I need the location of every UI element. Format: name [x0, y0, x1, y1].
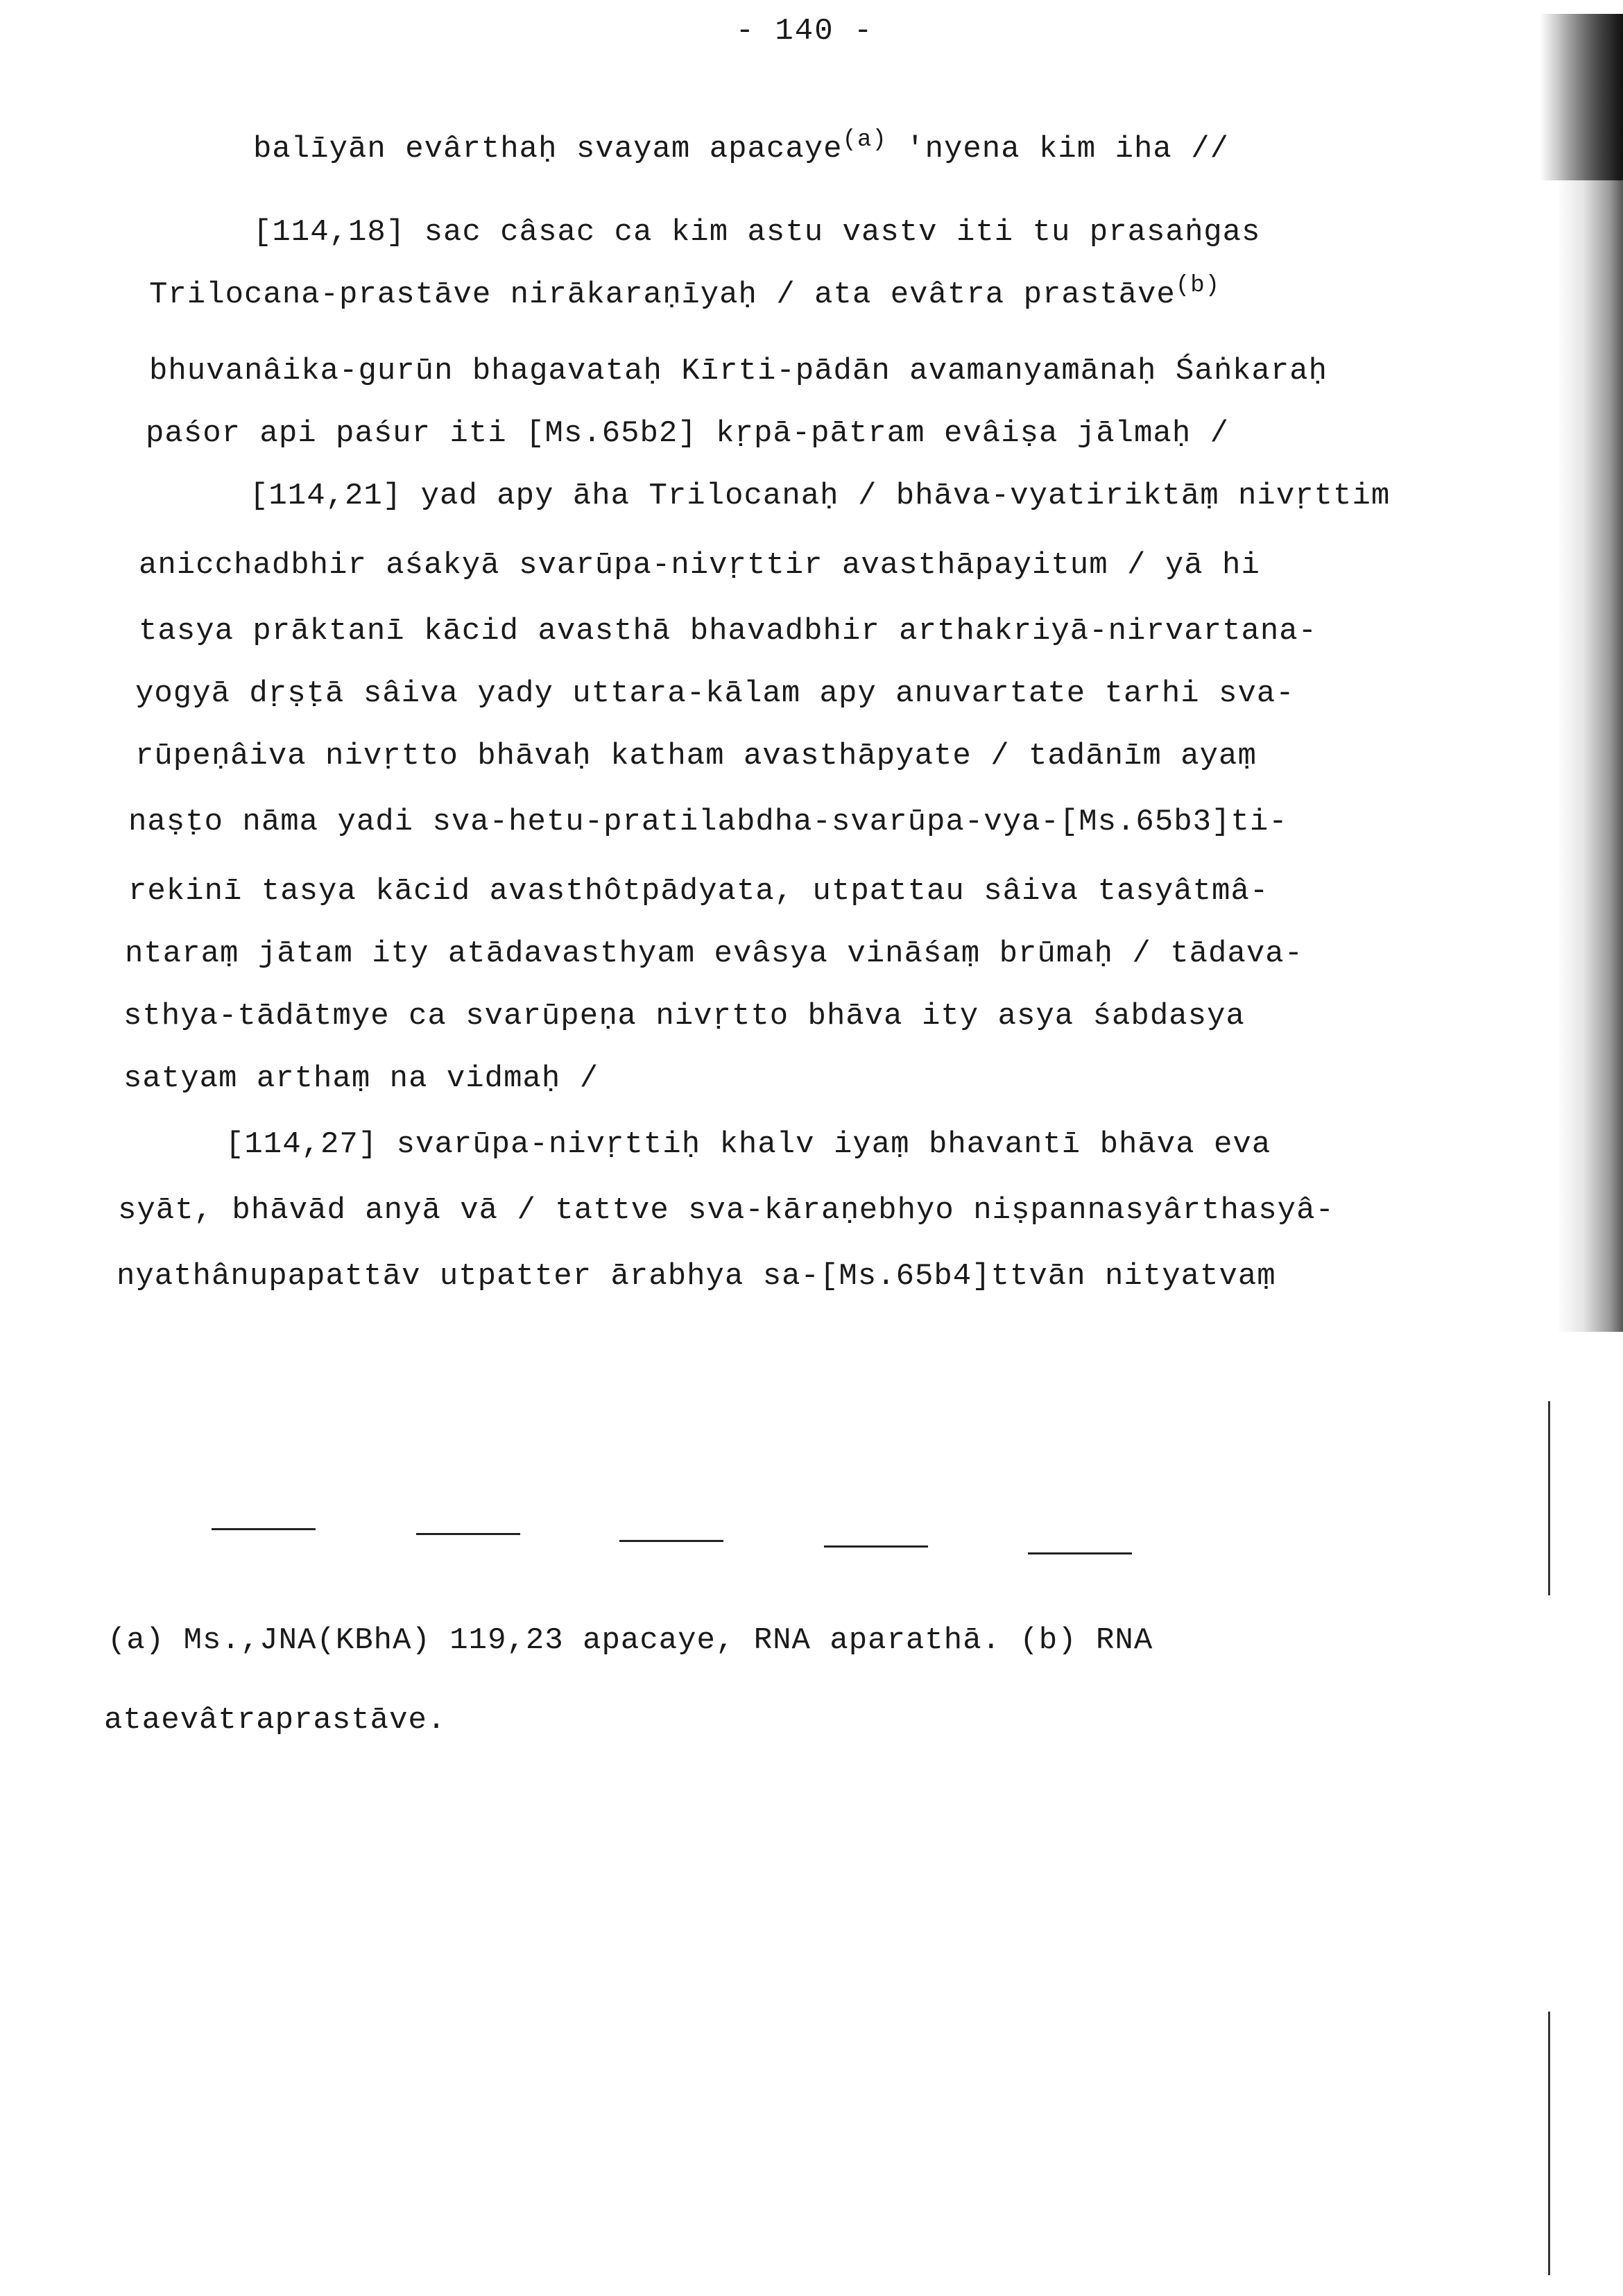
body-line [253, 215, 1260, 250]
footnote-separator [1028, 1552, 1132, 1554]
body-line-text: rekinī tasya kācid avasthôtpādyata, utpattau sâiva tasyâtmâ- [128, 874, 1269, 909]
body-line-text: [114,21] yad apy āha Trilocanaḥ / bhāva-vyatiriktāṃ nivṛttim [250, 479, 1391, 513]
body-line [146, 416, 1229, 451]
body-line [149, 273, 1221, 312]
body-line-text: Trilocana-prastāve nirākaraṇīyaḥ / ata evâtra prastāve [149, 277, 1176, 312]
body-line-text: bhuvanâika-gurūn bhagavataḥ Kīrti-pādān avamanyamānaḥ Śaṅkaraḥ [149, 354, 1328, 388]
body-line-text: nyathânupapattāv utpatter ārabhya sa-[Ms.65b4]ttvān nityatvaṃ [117, 1259, 1276, 1294]
body-line [117, 1259, 1276, 1294]
footnote-marker: (b) [1175, 273, 1221, 299]
body-line [253, 127, 1230, 166]
page-number: - 140 - [735, 14, 874, 49]
body-line [128, 805, 1288, 839]
scan-edge-dark-corner [1540, 14, 1623, 180]
footnote-line: ataevâtraprastāve. [104, 1703, 447, 1738]
scan-edge-mark [1548, 2012, 1550, 2275]
body-line-text: rūpeṇâiva nivṛtto bhāvaḥ katham avasthāpyate / tadānīm ayaṃ [135, 739, 1257, 773]
body-line [139, 548, 1260, 583]
body-line-text: yogyā dṛṣṭā sâiva yady uttara-kālam apy anuvartate tarhi sva- [135, 676, 1295, 711]
body-line-text: ntaraṃ jātam ity atādavasthyam evâsya vināśaṃ brūmaḥ / tādava- [125, 936, 1304, 971]
body-line [225, 1127, 1271, 1162]
body-line-text: naṣṭo nāma yadi sva-hetu-pratilabdha-svarūpa-vya-[Ms.65b3]ti- [128, 805, 1288, 839]
scan-edge-shadow [1557, 14, 1623, 1332]
body-line-text: balīyān evârthaḥ svayam apacaye [253, 132, 843, 166]
body-line [125, 936, 1303, 971]
body-line [139, 614, 1317, 649]
body-line-text: tasya prāktanī kācid avasthā bhavadbhir arthakriyā-nirvartana- [139, 614, 1318, 649]
body-line [135, 739, 1257, 773]
footnote-separator [619, 1540, 723, 1542]
scan-edge-mark [1548, 1401, 1550, 1595]
footnote-separator [212, 1528, 316, 1530]
body-line-text: 'nyena kim iha // [886, 132, 1230, 166]
body-line [123, 999, 1245, 1034]
body-line-text: [114,18] sac câsac ca kim astu vastv iti tu prasaṅgas [253, 215, 1261, 250]
body-line-text: sthya-tādātmye ca svarūpeṇa nivṛtto bhāva ity asya śabdasya [123, 999, 1245, 1034]
body-line-text: [114,27] svarūpa-nivṛttiḥ khalv iyaṃ bhavantī bhāva eva [225, 1127, 1271, 1162]
body-line-text: syāt, bhāvād anyā vā / tattve sva-kāraṇebhyo niṣpannasyârthasyâ- [118, 1193, 1334, 1228]
body-line [135, 676, 1295, 711]
body-line [123, 1061, 599, 1096]
body-line-text: anicchadbhir aśakyā svarūpa-nivṛttir avasthāpayitum / yā hi [139, 548, 1260, 583]
footnote-marker: (a) [842, 127, 887, 153]
footnote-line: (a) Ms.,JNA(KBhA) 119,23 apacaye, RNA aparathā. (b) RNA [108, 1623, 1153, 1658]
body-line [149, 354, 1328, 388]
footnote-separator [824, 1545, 928, 1548]
footnote-separator [416, 1533, 520, 1535]
body-line-text: paśor api paśur iti [Ms.65b2] kṛpā-pātram evâiṣa jālmaḥ / [146, 416, 1230, 451]
body-line-text: satyam arthaṃ na vidmaḥ / [123, 1061, 599, 1096]
body-line [250, 479, 1390, 513]
body-line [128, 874, 1269, 909]
body-line [118, 1193, 1334, 1228]
